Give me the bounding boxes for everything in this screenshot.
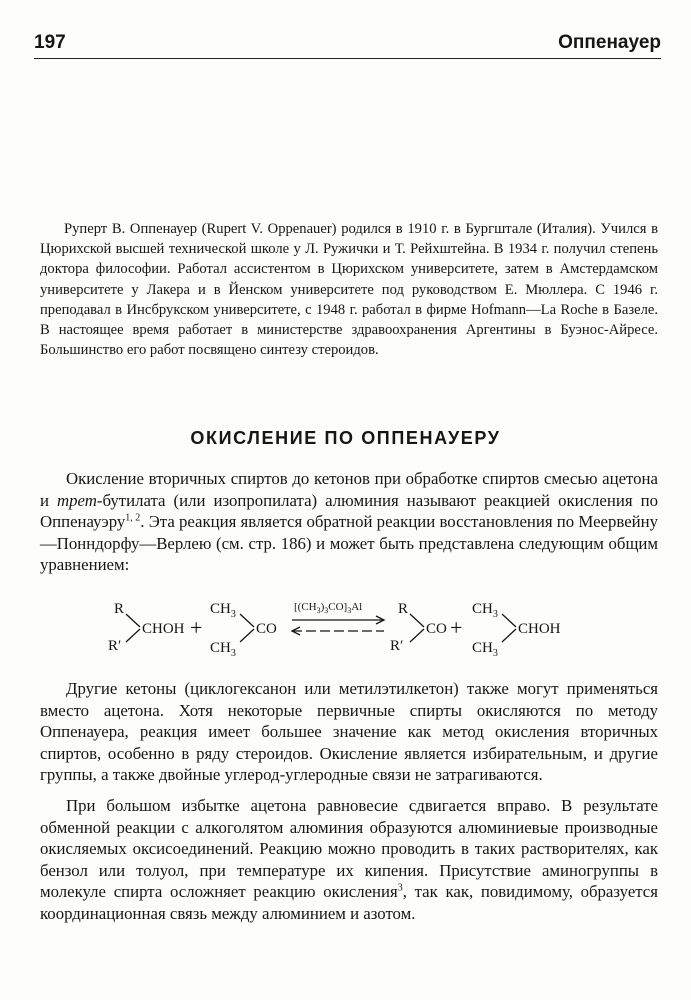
eq-co-left: CO: [256, 621, 277, 637]
paragraph-equilibrium-part1: При большом избытке ацетона равновесие сдвигается вправо. В результате обменной реакции с алкоголятом алюминия образуются алюминиевые производные окисляемых оксисоединений. Реакцию можно проводить в таких растворителях, как бензол или толуол, при температуре их кипения. Присутствие аминогруппы в молекуле спирта осложняет реакцию окисления: [40, 796, 658, 902]
paragraph-equilibrium-part2: , так как, повидимому, образуется координационная связь между алюминием и азотом.: [40, 882, 658, 923]
page-number: 197: [34, 32, 66, 53]
paragraph-other-ketones: [40, 678, 658, 786]
paragraph-equilibrium-text: [40, 795, 658, 925]
eq-bond: [502, 629, 516, 642]
reference-3: 3: [397, 882, 403, 894]
eq-bond: [240, 614, 254, 627]
eq-rprime2: R′: [390, 638, 404, 654]
eq-rprime1: R′: [108, 638, 122, 654]
eq-plus-2: +: [450, 615, 463, 640]
eq-ch3-bottom-left: $CH_3$: [210, 640, 236, 659]
eq-bond: [126, 629, 140, 642]
reaction-equation: [100, 600, 580, 660]
paragraph-intro-part1: Окисление вторичных спиртов до кетонов при обработке спиртов смесью ацетона и: [40, 469, 658, 510]
section-title: ОКИСЛЕНИЕ ПО ОППЕНАУЕРУ: [190, 428, 501, 448]
eq-bond: [126, 614, 140, 627]
biography-note: [40, 219, 658, 360]
paragraph-intro-part2: -бутилата (или изопропилата) алюминия называют реакцией окисления по Оппенауэру: [40, 490, 658, 532]
eq-ch3-top-right: $CH_3$: [472, 601, 498, 620]
eq-bond: [410, 614, 424, 627]
biography-text: Руперт В. Оппенауер (Rupert V. Oppenauer) родился в 1910 г. в Бургштале (Италия). Учился в Цюрихской высшей технической школе у Л. Ружички и Т. Рейхштейна. В 1934 г. получил степень доктора философии. Работал ассистентом в Цюрихском университете, затем в Амстердамском университете у Лакера и в Йенском университете под руководством Е. Мюллера. С 1946 г. преподавал в Инсбрукском университете, с 1948 г. работал в фирме Hofmann—La Roche в Базеле. В настоящее время работает в министерстве здравоохранения Аргентины в Буэнос-Айресе. Большинство его работ посвящено синтезу стероидов.: [40, 221, 658, 359]
eq-ch3-bottom-right: $CH_3$: [472, 640, 498, 659]
eq-chohgroup-left: CHOH: [142, 621, 185, 637]
eq-reagent: $[(CH_3)_3CO]_3Al$: [294, 601, 363, 615]
paragraph-intro-part3: . Эта реакция является обратной реакции восстановления по Меервейну—Понндорфу—Верлею (см. стр. 186) и может быть представлена следующим общим уравнением:: [40, 512, 659, 575]
paragraph-equilibrium: [40, 795, 658, 925]
eq-bond: [502, 614, 516, 627]
page-header: [34, 32, 661, 59]
eq-ch3-top-left: $CH_3$: [210, 601, 236, 620]
tert-italic: трет: [57, 490, 97, 510]
paragraph-intro-text: [40, 468, 658, 576]
eq-r1: R: [114, 601, 125, 617]
eq-bond: [410, 629, 424, 642]
eq-co-right: CO: [426, 621, 447, 637]
running-title: Оппенауер: [558, 32, 661, 53]
eq-r2: R: [398, 601, 409, 617]
eq-chohgroup-right: CHOH: [518, 621, 561, 637]
reference-1-2: 1, 2: [125, 512, 141, 524]
eq-plus-1: +: [190, 615, 203, 640]
equation-svg: [100, 600, 580, 660]
paragraph-intro: [40, 468, 658, 576]
paragraph-other-ketones-text: Другие кетоны (циклогексанон или метилэтилкетон) также могут применяться вместо ацетона. Хотя некоторые первичные спирты окисляются по методу Оппенауера, реакция имеет большее значение как метод окисления вторичных спиртов, особенно в ряду стероидов. Окисление является избирательным, и другие группы, а также двойные углерод-углеродные связи не затрагиваются.: [40, 679, 658, 785]
eq-bond: [240, 629, 254, 642]
